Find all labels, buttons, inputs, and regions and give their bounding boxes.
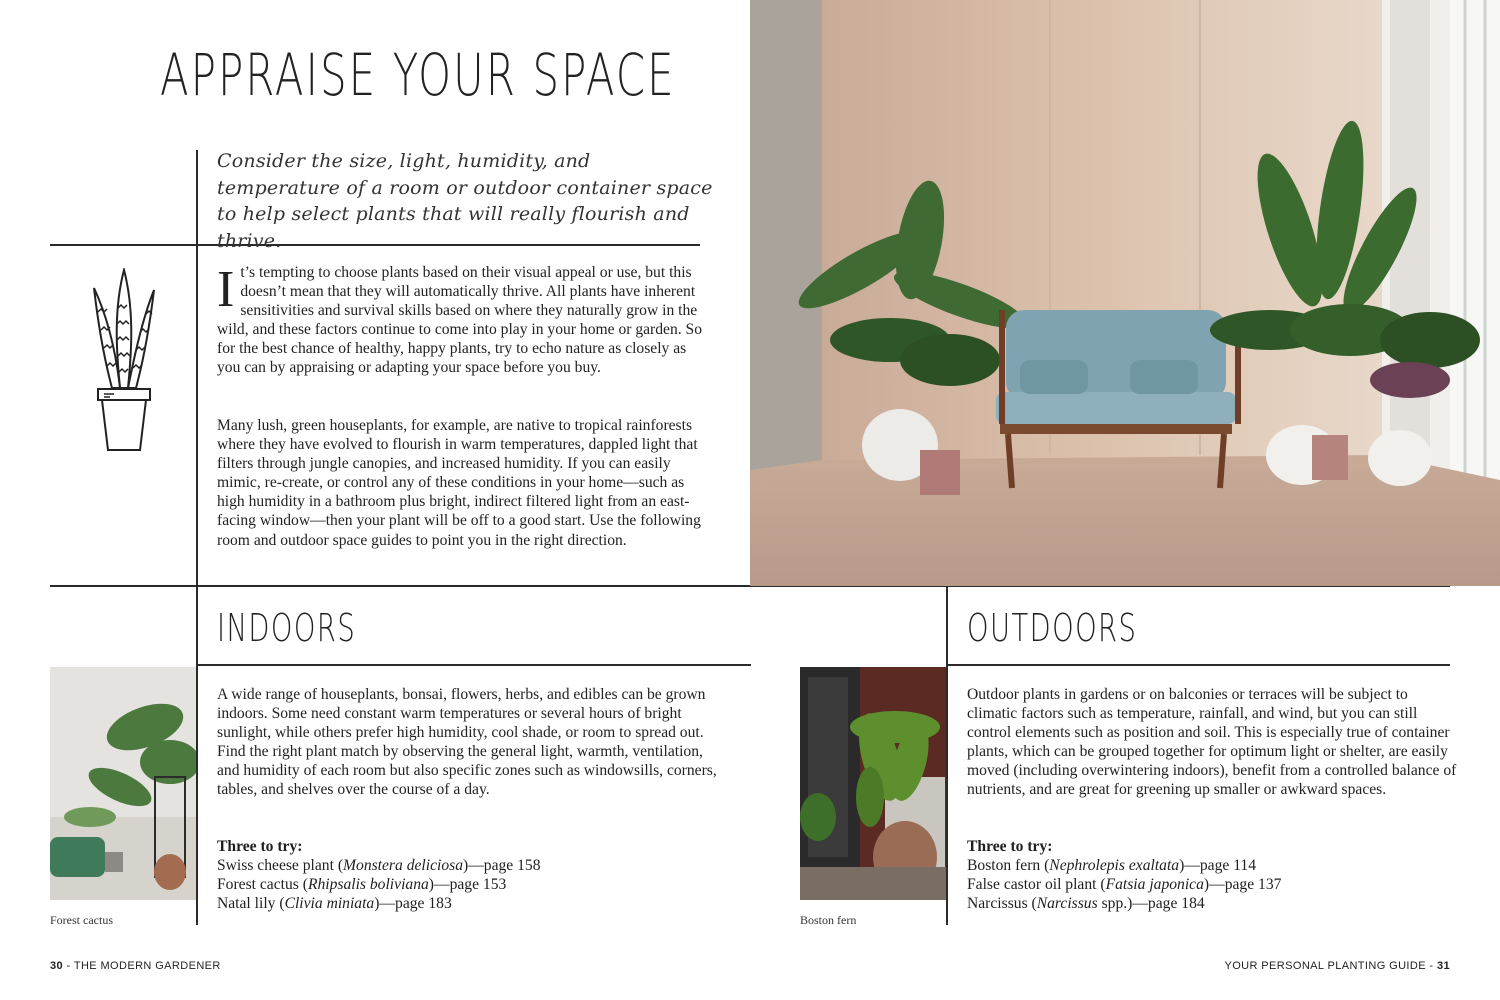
indoors-three-to-try <box>217 837 717 913</box>
outdoors-heading: OUTDOORS <box>967 606 1138 650</box>
footer-left-text: - THE MODERN GARDENER <box>63 960 221 972</box>
hero-photo-sofa-plants <box>750 0 1500 586</box>
page-number-right: 31 <box>1436 960 1450 972</box>
outdoors-try-title: Three to try: <box>967 838 1053 855</box>
list-item: Boston fern (Nephrolepis exaltata)—page 114 <box>967 857 1257 875</box>
forest-cactus-caption: Forest cactus <box>50 913 113 927</box>
page-title: APPRAISE YOUR SPACE <box>160 41 676 109</box>
footer-left <box>50 960 221 972</box>
page-number-left: 30 <box>50 960 64 972</box>
list-item: Natal lily (Clivia miniata)—page 183 <box>217 895 452 913</box>
body-paragraph-1-text: t’s tempting to choose plants based on their visual appeal or use, but this doesn’t mean that they will automatically thrive. All plants have inherent sensitivities and survival skills based on where they naturally grow in the wild, and these factors continue to come into play in your home or garden. So for the best chance of healthy, happy plants, try to echo nature as closely as you can by appraising or adapting your space before you buy. <box>217 264 703 377</box>
body-paragraph-1 <box>217 263 707 378</box>
boston-fern-caption: Boston fern <box>800 913 857 927</box>
outdoors-paragraph: Outdoor plants in gardens or on balconies or terraces will be subject to climatic factors such as temperature, rainfall, and wind, but you can still control elements such as position and soil. This is especially true of container plants, which can be grouped together for optimum light or shelter, are easily moved (including overwintering indoors), benefit from a controlled balance of nutrients, and are great for greening up smaller or awkward spaces. <box>967 686 1457 799</box>
boston-fern-photo <box>800 667 946 900</box>
body-paragraph-2: Many lush, green houseplants, for example, are native to tropical rainforests where they have evolved to flourish in warm temperatures, dappled light that filters through jungle canopies, and increased humidity. If you can easily mimic, re-create, or control any of these conditions in your home—such as high humidity in a bathroom plus bright, indirect filtered light from an east-facing window—then your plant will be off to a good start. Use the following room and outdoor space guides to point you in the right direction. <box>217 417 701 549</box>
drop-cap: I <box>217 261 235 318</box>
footer-right-text: YOUR PERSONAL PLANTING GUIDE - <box>1224 960 1437 972</box>
list-item: False castor oil plant (Fatsia japonica)—page 137 <box>967 876 1282 894</box>
footer-right <box>1224 960 1450 972</box>
forest-cactus-photo <box>50 667 196 900</box>
rule-vertical-left <box>196 150 198 925</box>
indoors-paragraph: A wide range of houseplants, bonsai, flowers, herbs, and edibles can be grown indoors. Some need constant warm temperatures or several hours of bright sunlight, while others prefer high humidity, cool shade, or room to spread out. Find the right plant match by observing the general light, warmth, ventilation, and humidity of each room but also specific zones such as windowsills, corners, tables, and shelves over the course of a day. <box>217 686 717 799</box>
indoors-heading: INDOORS <box>217 606 357 650</box>
indoors-try-title: Three to try: <box>217 838 303 855</box>
rule-vertical-right <box>946 586 948 925</box>
rule-outdoors-under <box>946 664 1450 666</box>
intro-text: Consider the size, light, humidity, and temperature of a room or outdoor container space to help select plants that will really flourish and thrive. <box>217 150 713 252</box>
rule-indoors-under <box>196 664 751 666</box>
outdoors-three-to-try <box>967 837 1457 913</box>
list-item: Swiss cheese plant (Monstera deliciosa)—page 158 <box>217 857 541 875</box>
list-item: Narcissus (Narcissus spp.)—page 184 <box>967 895 1205 913</box>
list-item: Forest cactus (Rhipsalis boliviana)—page 153 <box>217 876 507 894</box>
snake-plant-icon <box>88 268 160 452</box>
